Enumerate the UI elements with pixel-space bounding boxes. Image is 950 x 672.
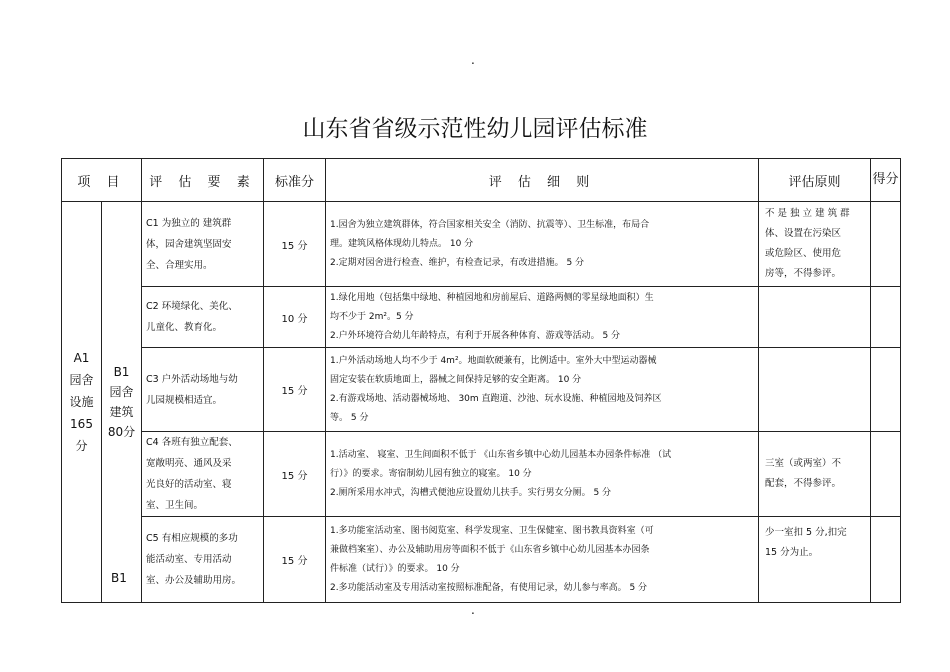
category-a1-line: 165 <box>70 417 93 431</box>
header-score-got: 得分 <box>871 159 901 202</box>
detail-line: 1.多功能室活动室、图书阅览室、科学发现室、卫生保健室、图书教具资料室（可 <box>330 525 654 536</box>
element-line: 宽敞明亮、通风及采 <box>146 458 232 469</box>
header-elements: 评 估 要 素 <box>142 159 264 202</box>
element-line: C2 环境绿化、美化、 <box>146 301 238 312</box>
next-category-b1-label: B1 <box>111 571 127 585</box>
category-a1-line: 分 <box>75 439 88 453</box>
header-details: 评 估 细 则 <box>326 159 759 202</box>
detail-line: 1.活动室、 寝室、卫生间面积不低于 《山东省乡镇中心幼儿园基本办园条件标准 （试 <box>330 449 672 460</box>
detail-cell <box>326 287 759 348</box>
table-row <box>62 287 901 348</box>
category-b1-line: 建筑 <box>109 405 134 419</box>
standard-score-cell: 15 分 <box>264 202 326 287</box>
element-line: 光良好的活动室、寝 <box>146 479 232 490</box>
element-cell <box>142 348 264 432</box>
bottom-page-dot: . <box>471 603 475 617</box>
element-cell <box>142 287 264 348</box>
element-line: C3 户外活动场地与幼 <box>146 373 238 385</box>
principle-line: 体、设置在污染区 <box>765 228 842 239</box>
principle-cell <box>759 287 871 348</box>
standard-score-cell: 15 分 <box>264 348 326 432</box>
element-line: 儿童化、教育化。 <box>146 322 223 333</box>
principle-line: 或危险区、使用危 <box>765 248 842 259</box>
element-line: 室、办公及辅助用房。 <box>146 575 242 586</box>
header-row <box>62 159 901 202</box>
table-row <box>62 348 901 432</box>
detail-line: 行）》的要求。寄宿制幼儿园有独立的寝室。 10 分 <box>330 468 532 479</box>
principle-line: 15 分为止。 <box>765 547 819 558</box>
element-line: 儿园规模相适宜。 <box>146 394 223 406</box>
principle-cell <box>759 432 871 517</box>
detail-line: 2.有游戏场地、活动器械场地、 30m 直跑道、沙池、玩水设施、种植园地及饲养区 <box>330 393 662 404</box>
standard-score-cell: 10 分 <box>264 287 326 348</box>
element-line: 全、合理实用。 <box>146 259 213 271</box>
category-b1 <box>102 202 142 603</box>
detail-line: 1.绿化用地（包括集中绿地、种植园地和房前屋后、道路两侧的零星绿地面积）生 <box>330 292 654 303</box>
category-b1-line: 园舍 <box>109 385 134 399</box>
detail-line: 1.户外活动场地人均不少于 4m²。地面软硬兼有，比例适中。室外大中型运动器械 <box>330 355 657 366</box>
detail-line: 理。建筑风格体现幼儿特点。 10 分 <box>330 238 474 249</box>
score-got-cell[interactable] <box>871 517 901 603</box>
detail-line: 固定安装在软质地面上，器械之间保持足够的安全距离。 10 分 <box>330 374 582 385</box>
standard-score-cell: 15 分 <box>264 517 326 603</box>
detail-line: 兼做档案室）、办公及辅助用房等面积不低于《山东省乡镇中心幼儿园基本办园条 <box>330 544 650 555</box>
header-principle: 评估原则 <box>759 159 871 202</box>
element-line: C5 有相应规模的多功 <box>146 533 238 544</box>
category-b1-line: B1 <box>113 365 130 379</box>
standard-score-cell: 15 分 <box>264 432 326 517</box>
detail-line: 2.定期对园舍进行检查、维护，有检查记录，有改进措施。 5 分 <box>330 257 585 268</box>
element-cell <box>142 202 264 287</box>
category-a1-line: 设施 <box>69 395 94 409</box>
score-got-cell[interactable] <box>871 202 901 287</box>
score-got-cell[interactable] <box>871 287 901 348</box>
detail-line: 均不少于 2m²。5 分 <box>330 311 414 322</box>
header-project: 项 目 <box>62 159 142 202</box>
evaluation-table <box>61 158 901 603</box>
score-got-cell[interactable] <box>871 348 901 432</box>
detail-cell <box>326 432 759 517</box>
principle-cell <box>759 348 871 432</box>
table-row <box>62 517 901 603</box>
top-page-dot: . <box>471 53 475 67</box>
principle-line: 少一室扣 5 分,扣完 <box>765 527 847 538</box>
detail-cell <box>326 202 759 287</box>
category-b1-line: 80分 <box>107 425 136 439</box>
category-a1-line: 园舍 <box>69 373 94 387</box>
element-cell <box>142 517 264 603</box>
element-line: C4 各班有独立配套、 <box>146 437 238 448</box>
detail-line: 2.多功能活动室及专用活动室按照标准配备，有使用记录，幼儿参与率高。 5 分 <box>330 582 648 593</box>
table-row <box>62 432 901 517</box>
principle-cell <box>759 202 871 287</box>
table-row <box>62 202 901 287</box>
category-a1-line: A1 <box>73 351 90 365</box>
detail-line: 1.园舍为独立建筑群体，符合国家相关安全（消防、抗震等）、卫生标准，布局合 <box>330 219 650 230</box>
element-line: C1 为独立的 建筑群 <box>146 217 232 229</box>
element-cell <box>142 432 264 517</box>
category-a1 <box>62 202 102 603</box>
score-got-cell[interactable] <box>871 432 901 517</box>
element-line: 体，园舍建筑坚固安 <box>146 238 232 250</box>
detail-line: 等。 5 分 <box>330 412 369 423</box>
element-line: 室、卫生间。 <box>146 500 204 511</box>
principle-cell <box>759 517 871 603</box>
detail-cell <box>326 348 759 432</box>
principle-line: 三室（或两室）不 <box>765 458 842 469</box>
principle-line: 房等，不得参评。 <box>765 268 842 279</box>
header-standard-score: 标准分 <box>264 159 326 202</box>
detail-line: 2.厕所采用水冲式，沟槽式便池应设置幼儿扶手。实行男女分厕。 5 分 <box>330 487 612 498</box>
principle-line: 不 是 独 立 建 筑 群 <box>765 208 850 219</box>
document-title: 山东省省级示范性幼儿园评估标准 <box>302 116 648 142</box>
element-line: 能活动室、专用活动 <box>146 554 232 565</box>
detail-line: 2.户外环境符合幼儿年龄特点，有利于开展各种体育、游戏等活动。 5 分 <box>330 330 621 341</box>
principle-line: 配套，不得参评。 <box>765 478 842 489</box>
detail-line: 件标准（试行）》的要求。 10 分 <box>330 563 460 574</box>
detail-cell <box>326 517 759 603</box>
